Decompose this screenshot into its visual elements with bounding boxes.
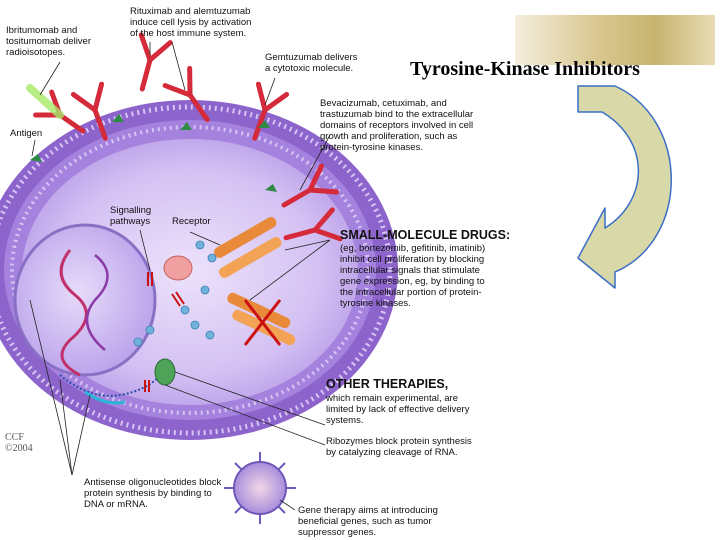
nucleus bbox=[15, 225, 155, 375]
label-bevacizumab: Bevacizumab, cetuximab, and trastuzumab bind to the extracellular domains of receptors involved in cell growth and proliferation, such as protein-tyrosine kinases. bbox=[320, 98, 474, 153]
curved-arrow-icon bbox=[578, 86, 671, 288]
small-molecule-body: (eg, bortezomib, gefitinib, imatinib) inhibit cell proliferation by blocking intracellular signals that stimulate gene expression, eg, by binding to the intracellular portion of protein- tyrosine kinases. bbox=[340, 243, 486, 309]
label-antigen: Antigen bbox=[10, 128, 43, 139]
kinase-protein-icon bbox=[164, 256, 192, 280]
copyright-mark: CCF ©2004 bbox=[5, 432, 33, 454]
small-molecule-heading: SMALL-MOLECULE DRUGS: bbox=[340, 228, 511, 242]
label-ribozymes: Ribozymes block protein synthesis by catalyzing cleavage of RNA. bbox=[326, 436, 472, 458]
label-signalling: Signalling pathways bbox=[110, 205, 152, 227]
ribozyme-icon bbox=[155, 359, 175, 385]
label-gemtuzumab: Gemtuzumab delivers a cytotoxic molecule. bbox=[265, 52, 358, 74]
label-ibritumomab: Ibritumomab and tositumomab deliver radioisotopes. bbox=[6, 25, 92, 58]
label-antisense: Antisense oligonucleotides block protein synthesis by binding to DNA or mRNA. bbox=[84, 477, 222, 510]
other-therapies-heading: OTHER THERAPIES, bbox=[326, 377, 449, 391]
label-receptor: Receptor bbox=[172, 216, 211, 227]
label-gene-therapy: Gene therapy aims at introducing beneficial genes, such as tumor suppressor genes. bbox=[298, 505, 438, 538]
slide-title: Tyrosine-Kinase Inhibitors bbox=[410, 58, 640, 80]
label-rituximab: Rituximab and alemtuzumab induce cell lysis by activation of the host immune system. bbox=[130, 6, 252, 39]
other-therapies-body: which remain experimental, are limited by lack of effective delivery systems. bbox=[326, 393, 470, 426]
